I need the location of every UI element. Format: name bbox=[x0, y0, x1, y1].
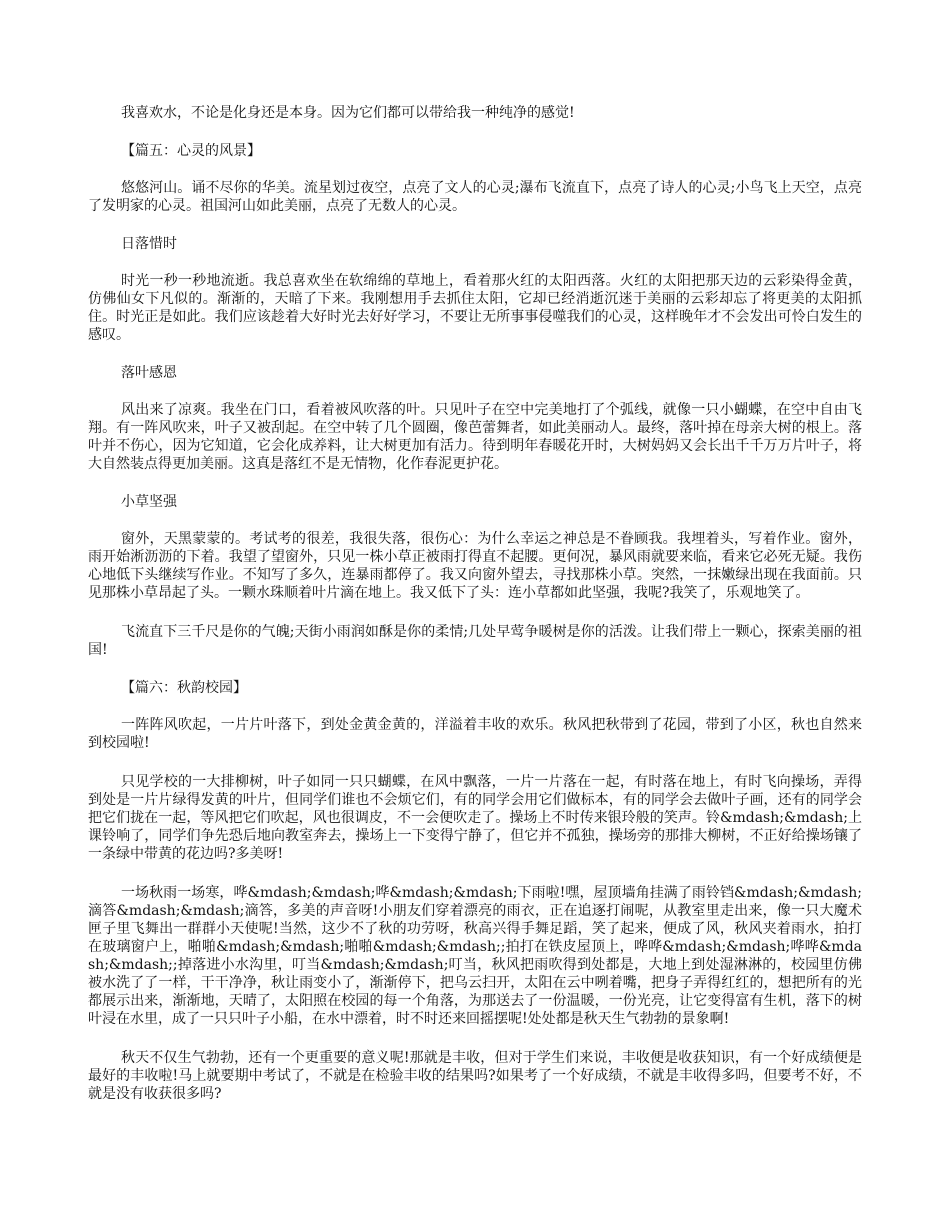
subheading-grass: 小草坚强 bbox=[121, 494, 177, 510]
paragraph: 一阵阵风吹起，一片片叶落下，到处金黄金黄的，洋溢着丰收的欢乐。秋风把秋带到了花园，带到了小区，秋也自然来到校园啦! bbox=[88, 717, 862, 751]
paragraph-intro: 我喜欢水，不论是化身还是本身。因为它们都可以带给我一种纯净的感觉! bbox=[121, 105, 575, 121]
paragraph: 飞流直下三千尺是你的气魄;天街小雨润如酥是你的柔情;几处早莺争暖树是你的活泼。让我们带上一颗心，探索美丽的祖国! bbox=[88, 624, 862, 658]
paragraph: 秋天不仅生气勃勃，还有一个更重要的意义呢!那就是丰收，但对于学生们来说，丰收便是收获知识，有一个好成绩便是最好的丰收啦!马上就要期中考试了，不就是在检验丰收的结果吗?如果考了一个好成绩，不就是丰收得多吗，但要考不好，不就是没有收获很多吗? bbox=[88, 1050, 862, 1102]
document-body bbox=[88, 104, 862, 1103]
subheading-leaves: 落叶感恩 bbox=[121, 365, 177, 381]
section-heading-6: 【篇六：秋韵校园】 bbox=[121, 680, 247, 696]
paragraph: 风出来了凉爽。我坐在门口，看着被风吹落的叶。只见叶子在空中完美地打了个弧线，就像一只小蝴蝶，在空中自由飞翔。有一阵风吹来，叶子又被刮起。在空中转了几个圆圈，像芭蕾舞者，如此美丽动人。最终，落叶掉在母亲大树的根上。落叶并不伤心，因为它知道，它会化成养料，让大树更加有活力。待到明年春暖花开时，大树妈妈又会长出千千万万片叶子，将大自然装点得更加美丽。这真是落红不是无情物，化作春泥更护花。 bbox=[88, 402, 862, 472]
paragraph: 一场秋雨一场寒，哗&mdash;&mdash;哗&mdash;&mdash;下雨啦!嘿，屋顶墙角挂满了雨铃铛&mdash;&mdash;滴答&mdash;&mdash;滴答，多美的声音呀!小朋友们穿着漂亮的雨衣，正在追逐打闹呢，从教室里走出来，像一只大魔术匣子里飞舞出一群群小天使呢!当然，这少不了秋的功劳呀，秋高兴得手舞足蹈，笑了起来，便成了风，秋风夹着雨水，拍打在玻璃窗户上，啪啪&mdash;&mdash;啪啪&mdash;&mdash;;拍打在铁皮屋顶上，哗哗&mdash;&mdash;哗哗&mdash;&mdash;;掉落进小水沟里，叮当&mdash;&mdash;叮当，秋风把雨吹得到处都是，大地上到处湿淋淋的，校园里仿佛被水洗了了一样，干干净净，秋让雨变小了，渐渐停下，把乌云扫开，太阳在云中咧着嘴，把身子弄得红红的，想把所有的光都展示出来，渐渐地，天晴了，太阳照在校园的每一个角落，为那送去了一份温暖，一份光亮，让它变得富有生机，落下的树叶浸在水里，成了一只只叶子小船，在水中漂着，时不时还来回摇摆呢!处处都是秋天生气勃勃的景象啊! bbox=[88, 885, 862, 1027]
subheading-sunset: 日落惜时 bbox=[121, 236, 177, 252]
paragraph: 时光一秒一秒地流逝。我总喜欢坐在软绵绵的草地上，看着那火红的太阳西落。火红的太阳把那天边的云彩染得金黄，仿佛仙女下凡似的。渐渐的，天暗了下来。我刚想用手去抓住太阳，它却已经消逝沉迷于美丽的云彩却忘了将更美的太阳抓住。时光正是如此。我们应该趁着大好时光去好好学习，不要让无所事事侵噬我们的心灵，这样晚年才不会发出可怜白发生的感叹。 bbox=[88, 273, 862, 343]
paragraph: 悠悠河山。诵不尽你的华美。流星划过夜空，点亮了文人的心灵;瀑布飞流直下，点亮了诗人的心灵;小鸟飞上天空，点亮了发明家的心灵。祖国河山如此美丽，点亮了无数人的心灵。 bbox=[88, 180, 862, 214]
paragraph: 窗外，天黑蒙蒙的。考试考的很差，我很失落，很伤心：为什么幸运之神总是不眷顾我。我埋着头，写着作业。窗外，雨开始淅沥沥的下着。我望了望窗外，只见一株小草正被雨打得直不起腰。更何况，暴风雨就要来临，看来它必死无疑。我伤心地低下头继续写作业。不知写了多久，连暴雨都停了。我又向窗外望去，寻找那株小草。突然，一抹嫩绿出现在我面前。只见那株小草昂起了头。一颗水珠顺着叶片滴在地上。我又低下了头：连小草都如此坚强，我呢?我笑了，乐观地笑了。 bbox=[88, 531, 862, 601]
section-heading-5: 【篇五：心灵的风景】 bbox=[121, 143, 261, 159]
paragraph: 只见学校的一大排柳树，叶子如同一只只蝴蝶，在风中飘落，一片一片落在一起，有时落在地上，有时飞向操场，弄得到处是一片片绿得发黄的叶片，但同学们谁也不会烦它们，有的同学会用它们做标本，有的同学会去做叶子画，还有的同学会把它们拢在一起，等风把它们吹起，风也很调皮，不一会便吹走了。操场上不时传来银玲般的笑声。铃&mdash;&mdash;上课铃响了，同学们争先恐后地向教室奔去，操场上一下变得宁静了，但它并不孤独，操场旁的那排大柳树，不正好给操场镶了一条绿中带黄的花边吗?多美呀! bbox=[88, 774, 862, 862]
